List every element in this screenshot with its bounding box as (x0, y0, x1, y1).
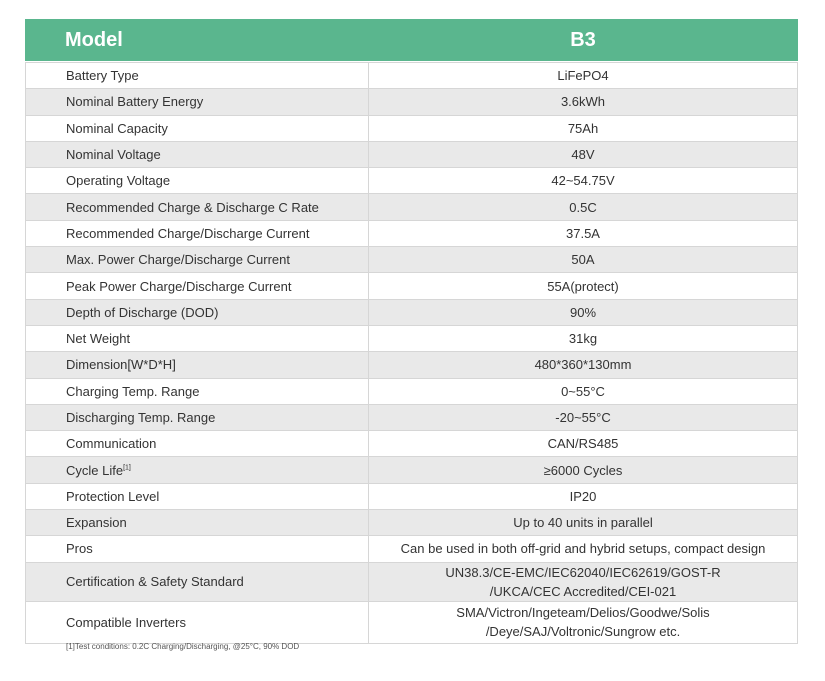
table-row (26, 352, 798, 378)
row-value-line: /UKCA/CEC Accredited/CEI-021 (489, 583, 677, 599)
table-row (26, 247, 798, 273)
header-model-label: Model (65, 29, 123, 51)
table-row (26, 562, 798, 601)
row-label (26, 457, 369, 483)
row-label: Net Weight (26, 325, 369, 351)
row-label: Battery Type (26, 63, 369, 89)
row-value (369, 562, 798, 601)
row-value (369, 601, 798, 643)
row-label: Protection Level (26, 483, 369, 509)
row-value: 480*360*130mm (369, 352, 798, 378)
table-row (26, 510, 798, 536)
table-row (26, 220, 798, 246)
row-value: 50A (369, 247, 798, 273)
row-label: Depth of Discharge (DOD) (26, 299, 369, 325)
row-label: Pros (26, 536, 369, 562)
row-label: Recommended Charge/Discharge Current (26, 220, 369, 246)
row-value: Up to 40 units in parallel (369, 510, 798, 536)
row-label: Dimension[W*D*H] (26, 352, 369, 378)
row-value: 37.5A (369, 220, 798, 246)
table-header (25, 19, 798, 61)
row-value: 42~54.75V (369, 168, 798, 194)
row-label: Communication (26, 431, 369, 457)
row-value-line: UN38.3/CE-EMC/IEC62040/IEC62619/GOST-R (445, 564, 721, 580)
row-label: Nominal Battery Energy (26, 89, 369, 115)
row-label: Max. Power Charge/Discharge Current (26, 247, 369, 273)
table-row (26, 404, 798, 430)
row-value: 31kg (369, 325, 798, 351)
row-label: Operating Voltage (26, 168, 369, 194)
row-value: 0~55°C (369, 378, 798, 404)
row-value: LiFePO4 (369, 63, 798, 89)
row-value: IP20 (369, 483, 798, 509)
row-value: 75Ah (369, 115, 798, 141)
header-model-value: B3 (570, 29, 596, 51)
table-row (26, 378, 798, 404)
row-label: Peak Power Charge/Discharge Current (26, 273, 369, 299)
row-value: CAN/RS485 (369, 431, 798, 457)
row-value: 0.5C (369, 194, 798, 220)
footnote-marker: [1] (123, 464, 131, 472)
table-row (26, 483, 798, 509)
table-row (26, 63, 798, 89)
row-label: Nominal Capacity (26, 115, 369, 141)
table-row (26, 536, 798, 562)
table-row (26, 194, 798, 220)
table-row (26, 89, 798, 115)
row-value: 90% (369, 299, 798, 325)
table-row (26, 115, 798, 141)
row-value: 48V (369, 141, 798, 167)
row-label: Compatible Inverters (26, 601, 369, 643)
table-row (26, 168, 798, 194)
row-value: Can be used in both off-grid and hybrid setups, compact design (369, 536, 798, 562)
row-value: 3.6kWh (369, 89, 798, 115)
table-row (26, 141, 798, 167)
row-value: -20~55°C (369, 404, 798, 430)
spec-table (25, 62, 798, 644)
table-row (26, 325, 798, 351)
table-row (26, 601, 798, 643)
row-value-line: SMA/Victron/Ingeteam/Delios/Goodwe/Solis (456, 605, 710, 621)
row-label: Charging Temp. Range (26, 378, 369, 404)
row-value: ≥6000 Cycles (369, 457, 798, 483)
row-label-text: Cycle Life (66, 462, 124, 478)
row-label: Nominal Voltage (26, 141, 369, 167)
footnote: [1]Test conditions: 0.2C Charging/Discharging, @25°C, 90% DOD (66, 642, 300, 651)
table-row (26, 457, 798, 483)
table-row (26, 299, 798, 325)
row-value-line: /Deye/SAJ/Voltronic/Sungrow etc. (485, 624, 681, 640)
row-label: Discharging Temp. Range (26, 404, 369, 430)
row-label: Certification & Safety Standard (26, 562, 369, 601)
table-row (26, 273, 798, 299)
row-label: Expansion (26, 510, 369, 536)
row-label: Recommended Charge & Discharge C Rate (26, 194, 369, 220)
table-row (26, 431, 798, 457)
row-value: 55A(protect) (369, 273, 798, 299)
